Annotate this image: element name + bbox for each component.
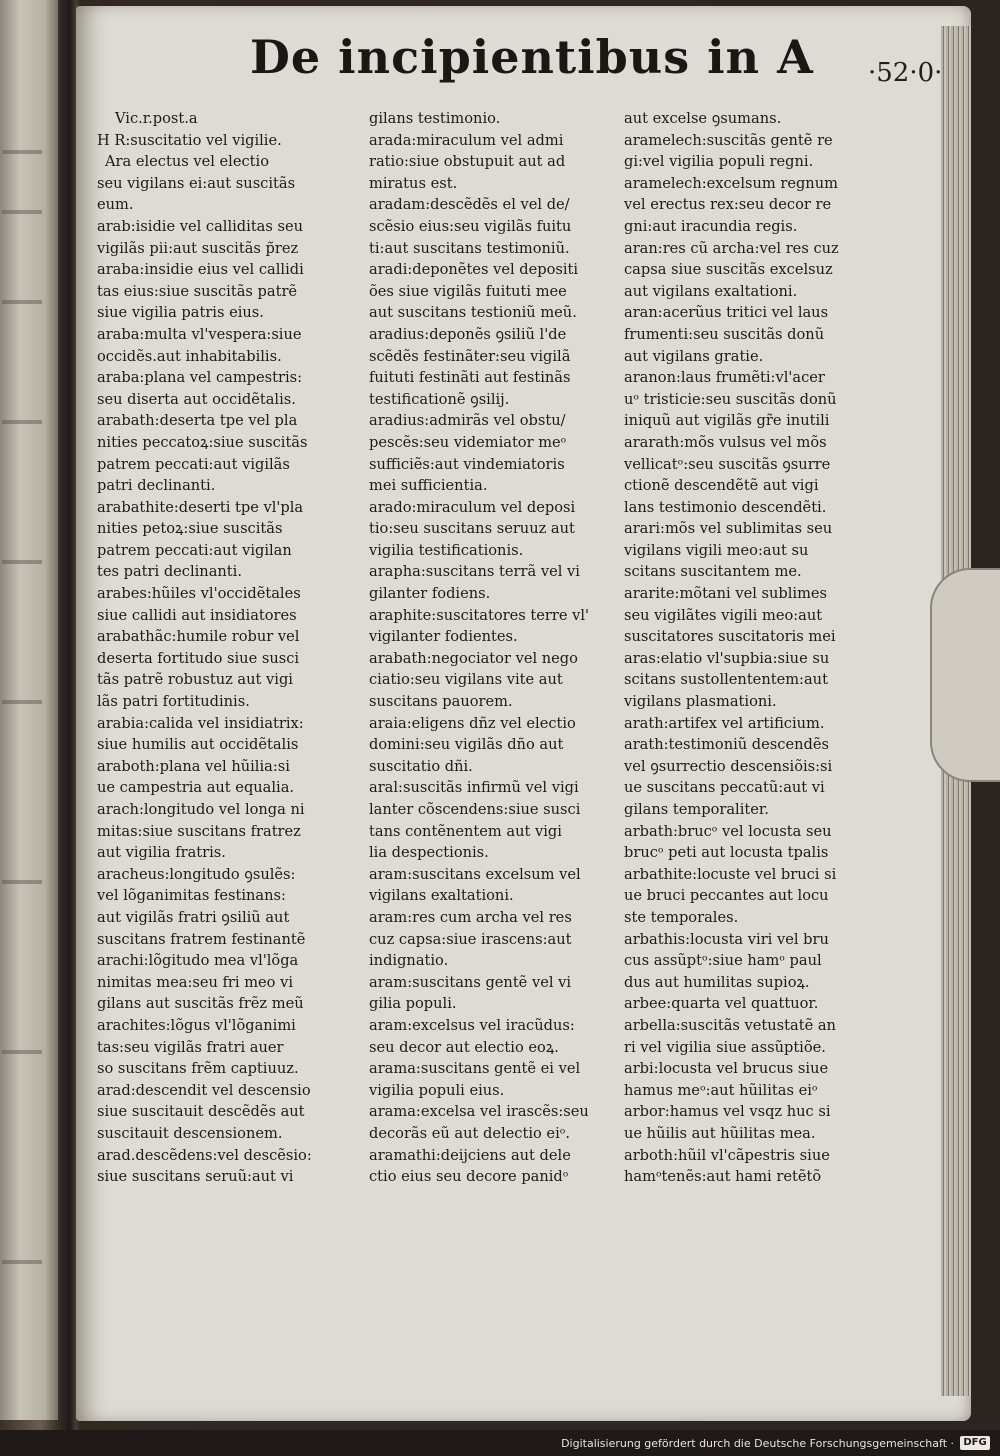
text-line: seu decor aut electio eoꝝ. [369,1038,559,1056]
text-line: aram:excelsus vel iracũdus: [369,1016,575,1034]
text-line: tas eius:siue suscitãs patrẽ [97,282,298,300]
text-line: ararath:mõs vulsus vel mõs [624,433,827,451]
left-page-text-trace [2,420,42,424]
text-line: sufficiẽs:aut vindemiatoris [369,455,565,473]
left-page-text-trace [2,150,42,154]
text-line: scitans sustollententem:aut [624,671,828,689]
text-line: aran:acerũus tritici vel laus [624,304,829,322]
text-line: arad:descendit vel descensio [97,1081,311,1099]
text-line: tans contẽnentem aut vigi [369,822,562,840]
text-line: mei sufficientia. [369,477,488,495]
text-line: gilans aut suscitãs frẽz meũ [97,995,304,1013]
text-line: fuituti festinãti aut festinãs [369,369,571,387]
text-line: aram:suscitans gentẽ vel vi [369,973,572,991]
text-line: arbi:locusta vel brucus siue [624,1060,829,1078]
text-line: cus assũptᵒ:siue hamᵒ paul [624,952,822,970]
text-line: aral:suscitãs infirmũ vel vigi [369,779,579,797]
text-line: gni:aut iracundia regis. [624,217,798,235]
text-line: arbee:quarta vel quattuor. [624,995,819,1013]
text-line: aut suscitans testioniũ meũ. [369,304,577,322]
text-line: vigilia testificationis. [369,541,524,559]
text-line: iniquũ aut vigilãs gr̃e inutili [624,412,830,430]
text-line: arapha:suscitans terrã vel vi [369,563,580,581]
text-line: suscitans pauorem. [369,693,513,711]
text-line: arachi:lõgitudo mea vl'lõga [97,952,299,970]
text-line: suscitauit descensionem. [97,1124,283,1142]
text-line: arach:longitudo vel longa ni [97,801,305,818]
text-line: lia despectionis. [369,844,489,862]
text-line: siue vigilia patris eius. [97,304,264,322]
text-line: ararite:mõtani vel sublimes [624,585,828,603]
text-line: aut vigilãs fratri ꝯsiliũ aut [97,908,290,926]
text-line: aranon:laus frumẽti:vl'acer [624,369,825,387]
text-line: vel erectus rex:seu decor re [624,196,832,214]
text-line: pescẽs:seu videmiator meᵒ [369,433,567,451]
text-line: ões siue vigilãs fuituti mee [369,282,567,300]
text-line: Ara electus vel electio [105,153,269,171]
text-line: suscitans fratrem festinantẽ [97,930,306,948]
text-line: aram:res cum archa vel res [369,908,572,926]
text-line: tãs patrẽ robustuz aut vigi [97,671,293,689]
text-line: ciatio:seu vigilans vite aut [369,671,563,689]
text-line: vigilans plasmationi. [624,693,777,711]
text-line: arabia:calida vel insidiatrix: [97,714,304,732]
text-line: aut vigilans gratie. [624,347,764,365]
dfg-logo: DFG [960,1436,990,1450]
text-line: deserta fortitudo siue susci [97,649,300,667]
left-page-edge [0,0,58,1420]
text-line: aras:elatio vl'supbia:siue su [624,649,830,667]
text-line: nities peccatoꝝ:siue suscitãs [97,433,308,451]
text-line: arabath:negociator vel nego [369,649,578,667]
text-line: capsa siue suscitãs excelsuz [624,261,833,279]
text-line: gilans temporaliter. [624,801,769,818]
text-line: vellicatᵒ:seu suscitãs ꝯsurre [624,455,831,473]
text-line: patri declinanti. [97,477,216,495]
text-line: siue callidi aut insidiatores [97,606,297,624]
text-line: miratus est. [369,174,458,192]
text-line: ste temporales. [624,908,739,926]
text-line: araboth:plana vel hũilia:si [97,757,290,775]
text-line: ue hũilis aut hũilitas mea. [624,1124,816,1142]
text-line: tio:seu suscitans seruuz aut [369,520,575,538]
text-line: ue bruci peccantes aut locu [624,887,829,905]
text-line: aradam:descẽdẽs el vel de/ [369,196,570,214]
text-line: lans testimonio descendẽti. [624,498,827,516]
text-line: lanter cõscendens:siue susci [369,801,581,818]
text-line: ratio:siue obstupuit aut ad [369,153,566,171]
text-line: aramathi:deijciens aut dele [369,1146,571,1164]
text-line: arad.descẽdens:vel descẽsio: [97,1146,312,1164]
text-line: araphite:suscitatores terre vl' [369,606,590,624]
left-page-text-trace [2,700,42,704]
text-line: ctio eius seu decore panidᵒ [369,1168,569,1186]
text-line: araba:insidie eius vel callidi [97,261,304,279]
text-line: seu diserta aut occidẽtalis. [97,390,296,408]
text-line: araba:plana vel campestris: [97,369,303,387]
text-line: domini:seu vigilãs dño aut [369,736,564,754]
text-line: aramelech:suscitãs gentẽ re [624,131,833,149]
text-line: seu vigilans ei:aut suscitãs [97,174,296,192]
text-line: scitans suscitantem me. [624,563,802,581]
text-line: vigilans exaltationi. [369,887,514,905]
text-line: arbathis:locusta viri vel bru [624,930,829,948]
page-title: De incipientibus in A [250,30,814,84]
text-line: lãs patri fortitudinis. [97,693,250,711]
text-line: gi:vel vigilia populi regni. [624,153,814,171]
text-line: uᵒ tristicie:seu suscitãs donũ [624,390,837,408]
text-line: Vic.r.post.a [115,110,198,127]
text-column-1 [97,108,353,1188]
text-line: eum. [97,196,134,214]
text-line: seu vigilãtes vigili meo:aut [624,606,823,624]
text-line: brucᵒ peti aut locusta tpalis [624,844,829,862]
text-line: aran:res cũ archa:vel res cuz [624,239,839,257]
text-line: gilanter fodiens. [369,585,491,603]
text-line: aram:suscitans excelsum vel [369,865,581,883]
text-line: siue humilis aut occidẽtalis [97,736,299,754]
text-line: vigilans vigili meo:aut su [624,541,809,559]
text-line: indignatio. [369,952,449,970]
text-line: gilia populi. [369,995,457,1013]
left-page-text-trace [2,300,42,304]
text-line: so suscitans frẽm captiuuz. [97,1060,299,1078]
text-column-2 [369,108,625,1188]
left-page-text-trace [2,210,42,214]
text-line: arabes:hũiles vl'occidẽtales [97,585,301,603]
text-line: arbor:hamus vel vsqz huc si [624,1103,831,1121]
text-line: decorãs eũ aut delectio eiᵒ. [369,1124,570,1142]
text-line: arabathãc:humile robur vel [97,628,300,646]
text-line: tas:seu vigilãs fratri auer [97,1038,284,1056]
text-line: H R:suscitatio vel vigilie. [97,131,282,149]
text-line: arbath:brucᵒ vel locusta seu [624,822,832,840]
text-line: tes patri declinanti. [97,563,242,581]
text-line: arachites:lõgus vl'lõganimi [97,1016,296,1034]
text-line: vigilãs pii:aut suscitãs p̃rez [97,239,299,257]
text-line: hamus meᵒ:aut hũilitas eiᵒ [624,1081,818,1099]
left-page-text-trace [2,880,42,884]
text-line: vel ꝯsurrectio descensiõis:si [624,757,833,775]
text-line: aradi:deponẽtes vel depositi [369,261,579,279]
text-line: aracheus:longitudo ꝯsulẽs: [97,865,296,883]
text-line: nities petoꝝ:siue suscitãs [97,520,283,538]
text-line: vigilia populi eius. [369,1081,505,1099]
text-line: cuz capsa:siue irascens:aut [369,930,572,948]
text-line: arath:artifex vel artificium. [624,714,825,732]
book-clasp-tab [930,568,1000,782]
text-line: araia:eligens dñz vel electio [369,714,576,732]
text-line: arabath:deserta tpe vel pla [97,412,298,430]
text-line: arabathite:deserti tpe vl'pla [97,498,304,516]
text-line: arboth:hũil vl'cãpestris siue [624,1146,830,1164]
text-line: arari:mõs vel sublimitas seu [624,520,833,538]
text-line: suscitatio dñi. [369,757,473,775]
text-line: arado:miraculum vel deposi [369,498,576,516]
left-page-text-trace [2,1050,42,1054]
text-line: siue suscitans seruũ:aut vi [97,1168,294,1186]
folio-number: ·52·0· [868,58,943,88]
left-page-text-trace [2,1260,42,1264]
text-line: vigilanter fodientes. [369,628,518,646]
text-line: ti:aut suscitans testimoniũ. [369,239,570,257]
text-line: patrem peccati:aut vigilãs [97,455,290,473]
text-line: arama:suscitans gentẽ ei vel [369,1060,581,1078]
footer-credit: Digitalisierung gefördert durch die Deutsche Forschungsgemeinschaft · [561,1437,954,1450]
text-line: arama:excelsa vel irascẽs:seu [369,1103,589,1121]
text-line: aut excelse ꝯsumans. [624,110,782,127]
text-line: mitas:siue suscitans fratrez [97,822,301,840]
text-line: ue suscitans peccatũ:aut vi [624,779,825,797]
text-line: aramelech:excelsum regnum [624,174,838,192]
text-line: frumenti:seu suscitãs donũ [624,325,825,343]
text-line: arath:testimoniũ descendẽs [624,736,829,754]
text-line: arada:miraculum vel admi [369,131,564,149]
text-line: aradius:deponẽs ꝯsiliũ l'de [369,325,567,343]
text-line: nimitas mea:seu fri meo vi [97,973,294,991]
text-line: ue campestria aut equalia. [97,779,295,797]
text-line: araba:multa vl'vespera:siue [97,325,302,343]
text-line: arab:isidie vel calliditas seu [97,217,304,235]
text-line: siue suscitauit descẽdẽs aut [97,1103,305,1121]
text-line: aut vigilia fratris. [97,844,226,862]
text-line: aut vigilans exaltationi. [624,282,798,300]
text-line: arbella:suscitãs vetustatẽ an [624,1016,836,1034]
left-page-text-trace [2,560,42,564]
text-line: arbathite:locuste vel bruci si [624,865,837,883]
text-line: testificationẽ ꝯsilij. [369,390,510,408]
text-line: gilans testimonio. [369,110,501,127]
text-line: hamᵒtenẽs:aut hami retẽtõ [624,1168,822,1186]
text-line: dus aut humilitas supioꝝ. [624,973,810,991]
text-line: aradius:admirãs vel obstu/ [369,412,566,430]
text-line: occidẽs.aut inhabitabilis. [97,347,282,365]
text-line: suscitatores suscitatoris mei [624,628,836,646]
text-line: scẽdẽs festinãter:seu vigilã [369,347,571,365]
text-line: ri vel vigilia siue assũptiõe. [624,1038,826,1056]
text-line: vel lõganimitas festinans: [97,887,286,905]
text-column-3 [624,108,880,1188]
text-line: ctionẽ descendẽtẽ aut vigi [624,477,819,495]
text-line: scẽsio eius:seu vigilãs fuitu [369,217,572,235]
text-line: patrem peccati:aut vigilan [97,541,292,559]
